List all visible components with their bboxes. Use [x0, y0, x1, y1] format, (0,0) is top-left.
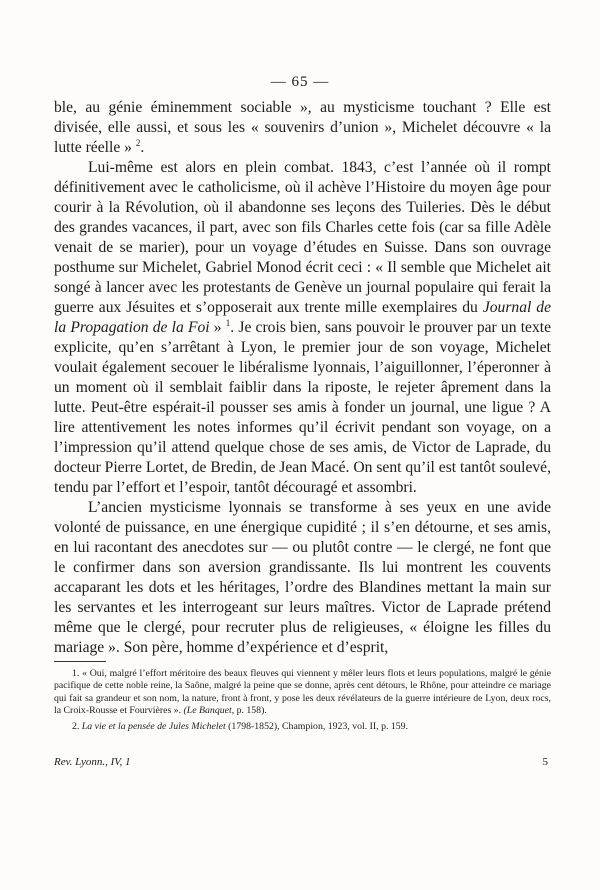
- text-run: Lui-même est alors en plein combat. 1843, c’est l’année où il rompt définitivement avec le catholicisme, où il achève l’Histoire du moyen âge pour courir à la Révolution, où il abandonne ses leçons des Tuileries. Dès le début des grandes vacances, il part, avec son fils Charles cette fois (car sa fille Adèle venait de se marier), pour un voyage d’études en Suisse. Dans son ouvrage posthume sur Michelet, Gabriel Monod écrit ceci : « Il semble que Michelet ait songé à lancer avec les protestants de Genève un journal populaire qui ferait la guerre aux Jésuites et s’opposerait aux trente mille exemplaires du: [54, 159, 551, 316]
- footnote-reference: 2: [135, 137, 141, 148]
- footnote: [54, 721, 551, 733]
- text-run: ble, au génie éminemment sociable », au mysticisme touchant ? Elle est divisée, elle aussi, et sous les « souvenirs d’union », Michelet découvre « la lutte réelle »: [54, 99, 551, 156]
- footnote: [54, 668, 551, 718]
- footnote-rule: [54, 661, 106, 662]
- italic-text: Journal de la Propagation de la Foi: [54, 299, 551, 336]
- text-run: .: [140, 139, 145, 156]
- text-run: »: [209, 319, 226, 336]
- signature-mark: 5: [542, 756, 548, 768]
- italic-text: La vie et la pensée de Jules Michelet: [81, 720, 226, 732]
- text-run: 1. « Oui, malgré l’effort méritoire des beaux fleuves qui viennent y mêler leurs flots et leurs populations, malgré le génie pacifique de cette noble reine, la Saône, malgré la peine que se donne, après cent détours, le Rhône, pour atteindre ce mariage qui fait sa grandeur et son nom, la nature, front à front, y pose les deux révélateurs de la guerre intérieure de Lyon, deux rocs, la Croix-Rousse et Fourvières ».: [54, 668, 551, 717]
- footnotes: [54, 668, 551, 736]
- body-text: [54, 98, 551, 658]
- paragraph: [54, 498, 551, 658]
- page-number: — 65 —: [270, 74, 330, 90]
- paragraph: [54, 158, 551, 498]
- text-run: (1798-1852), Champion, 1923, vol. II, p. 159.: [225, 720, 409, 732]
- paragraph: [54, 98, 551, 158]
- text-run: p. 158).: [234, 705, 267, 717]
- footnote-reference: 1: [225, 317, 231, 328]
- text-run: . Je crois bien, sans pouvoir le prouver par un texte explicite, qu’en s’arrêtant à Lyon, le premier jour de son voyage, Michelet voulait également secouer le libéralisme lyonnais, l’aiguillonner, l’éperonner à un moment où il semblait faiblir dans la riposte, le rejeter âprement dans la lutte. Peut-être espérait-il pousser ses amis à fonder un journal, une ligue ? A lire attentivement les notes informes qu’il écrivit pendant son voyage, on a l’impression qu’il attend quelque chose de ses amis, de Victor de Laprade, du docteur Pierre Lortet, de Bredin, de Jean Macé. On sent qu’il est tantôt soulevé, tendu par l’effort et l’espoir, tantôt découragé et assombri.: [54, 319, 552, 496]
- italic-text: (Le Banquet,: [183, 705, 235, 717]
- text-run: L’ancien mysticisme lyonnais se transforme à ses yeux en une avide volonté de puissance, en une énergique cupidité ; il s’en détourne, et ses amis, en lui racontant des anecdotes sur — ou plutôt contre — le clergé, ne font que le confirmer dans son aversion grandissante. Ils lui montrent les couvents accaparant les dots et les héritages, l’ordre des Blandines mettant la main sur les servantes et les interrogeant sur leurs maîtres. Victor de Laprade prétend même que le clergé, pour recruter plus de religieuses, « éloigne les filles du mariage ». Son père, homme d’expérience et d’esprit,: [54, 499, 551, 656]
- text-run: 2.: [72, 720, 82, 732]
- journal-reference: Rev. Lyonn., IV, 1: [54, 756, 131, 768]
